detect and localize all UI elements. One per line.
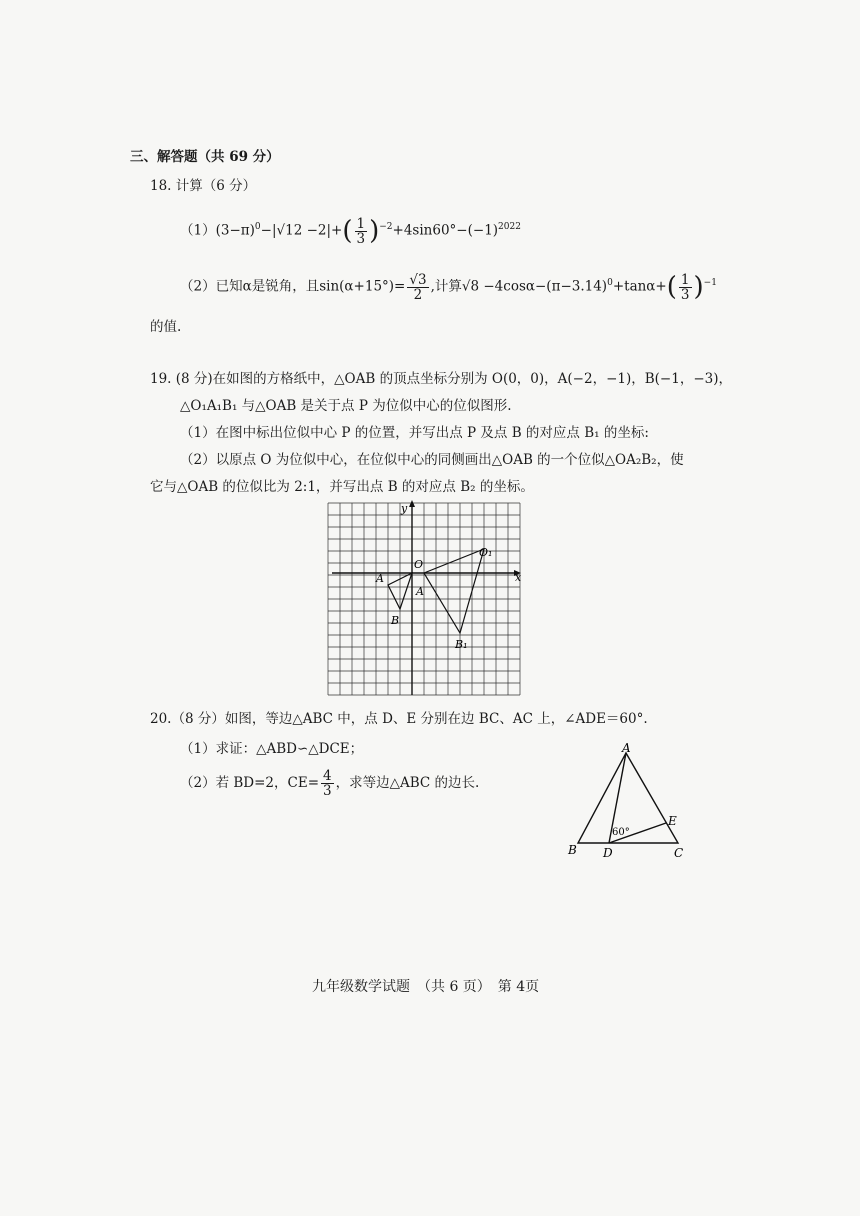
q20-line1: 20.（8 分）如图，等边△ABC 中，点 D、E 分别在边 BC、AC 上，∠ADE＝60°.	[150, 711, 648, 727]
label-vertex-A: A	[622, 741, 631, 755]
q18-p1-fraction: $\frac{1}{3}$	[356, 215, 366, 247]
q18-p2-sin-expr: sin(α+15°)=	[319, 278, 406, 295]
grid-lines	[328, 503, 520, 695]
q18-p2-fraction2: $\frac{1}{3}$	[680, 271, 690, 303]
q18-p1-expr-b: −|√12 −2|+	[260, 222, 343, 239]
q18-p1-exp-neg2: −2	[379, 222, 393, 232]
q19-grid-figure	[325, 500, 525, 700]
q20-triangle-figure	[560, 740, 700, 865]
q19-line2: △O₁A₁B₁ 与△OAB 是关于点 P 为位似中心的位似图形.	[180, 398, 512, 414]
q18-part1: $(1)(3-\pi)^0-|√12 -2|+$( $\frac{1}{3}$ )$^{-2}+4\sin 60^\circ-(-1)^{2022}$	[180, 215, 521, 247]
q18-tail: 的值.	[150, 319, 182, 335]
page-footer: 九年级数学试题 （共 6 页） 第 4页	[312, 979, 540, 995]
q18-heading: 18. 计算（6 分）	[150, 178, 257, 194]
label-vertex-B: B	[568, 843, 577, 857]
label-A: A	[376, 572, 384, 585]
q18-p2-fraction: $\frac{√3}{2}$	[409, 271, 427, 303]
triangle-O1A1B1	[424, 549, 484, 633]
q20-line2: （1）求证：△ABD∽△DCE；	[180, 741, 364, 757]
label-O1: O₁	[479, 546, 493, 559]
q20-line3: （2）若 BD=2，CE= $\frac{4}{3}$ ，求等边△ABC 的边长.	[180, 768, 480, 799]
angle-label-60: 60°	[612, 827, 630, 838]
section-title: 三、解答题（共 69 分）	[130, 149, 280, 165]
q19-line3: （1）在图中标出位似中心 P 的位置，并写出点 P 及点 B 的对应点 B₁ 的坐标:	[180, 425, 649, 441]
q18-p1-label: （1）	[180, 222, 216, 239]
y-axis-label: y	[401, 502, 408, 515]
label-O: O	[414, 558, 424, 571]
x-axis-label: x	[515, 571, 522, 584]
q19-line1: 19. (8 分)在如图的方格纸中，△OAB 的顶点坐标分别为 O(0，0)，A(−2，−1)，B(−1，−3)，	[150, 371, 732, 387]
q20-fraction: $\frac{4}{3}$	[323, 768, 332, 799]
label-vertex-C: C	[674, 846, 684, 860]
label-B1: B₁	[455, 638, 468, 651]
label-vertex-E: E	[668, 814, 677, 828]
q18-p1-exp2022: 2022	[498, 222, 521, 232]
q18-part2: （2）已知α是锐角，且sin(α+15°)= $\frac{√3}{2}$ ,计算$√8 -4\cos\alpha-(\pi-3.14)^0+\tan\alpha+$( $\frac{1}{3}$ )$^{-1}$	[180, 271, 717, 303]
label-vertex-D: D	[603, 846, 613, 860]
label-B: B	[391, 614, 400, 627]
q18-p2-calc-expr: √8 −4cosα−(π−3.14)	[461, 278, 608, 295]
y-axis-arrow	[409, 500, 415, 507]
q19-line5: 它与△OAB 的位似比为 2:1，并写出点 B 的对应点 B₂ 的坐标。	[150, 479, 534, 495]
q18-p1-expr-c: +4sin60°−(−1)	[392, 222, 499, 239]
q18-p1-expr-a: (3−π)	[215, 222, 255, 239]
q19-line4: （2）以原点 O 为位似中心，在位似中心的同侧画出△OAB 的一个位似△OA₂B₂，使	[180, 452, 684, 468]
q18-p1-exp0: 0	[254, 222, 261, 232]
label-A1: A	[416, 585, 424, 598]
